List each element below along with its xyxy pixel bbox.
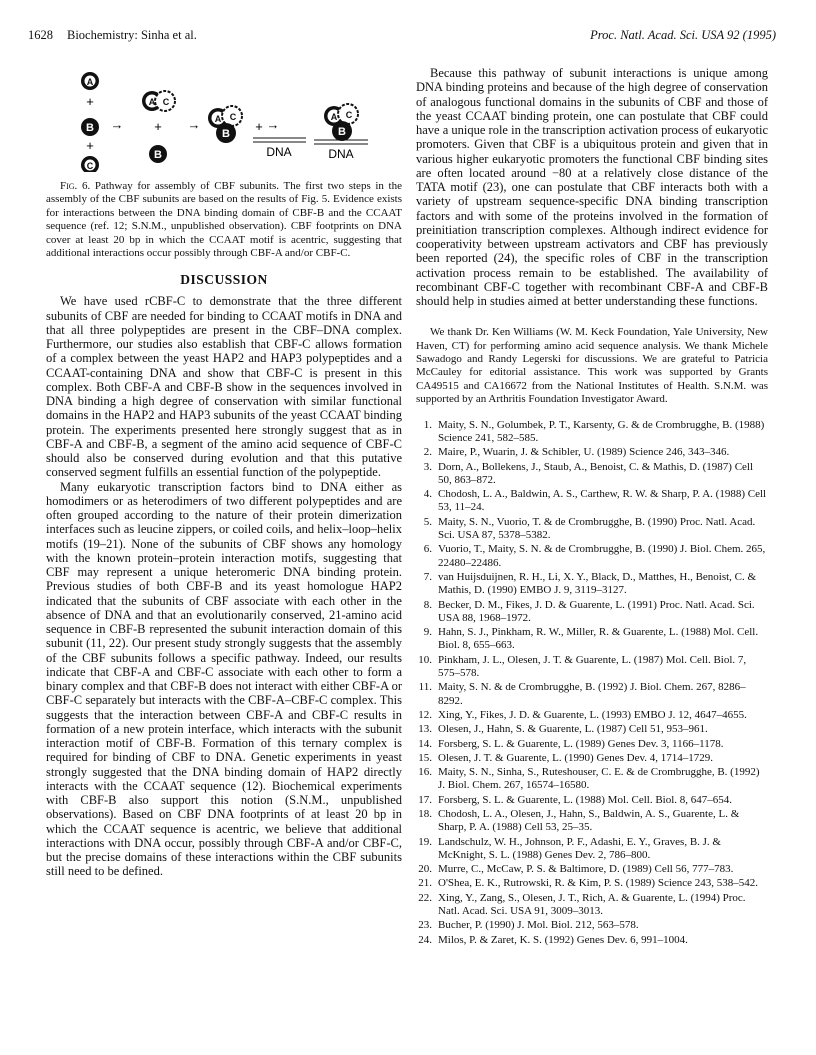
reference-item: 2. Maire, P., Wuarin, J. & Schibler, U. (1989) Science 246, 343–346. [423, 446, 730, 459]
reference-item: 14. Forsberg, S. L. & Guarente, L. (1989) Genes Dev. 3, 1166–1178. [418, 737, 724, 750]
reference-item: 22. Xing, Y., Zang, S., Olesen, J. T., Rich, A. & Guarente, L. (1994) Proc. Natl. Acad. Sci. USA 91, 3009–3013. [418, 891, 746, 918]
arrow-icon: → [187, 117, 201, 132]
discussion-paragraph-1: We have used rCBF-C to demonstrate that the three different subunits of CBF are needed for binding to CCAAT motifs in DNA and that all three polypeptides are present in the CBF–DNA complex. Furthermore, our studies also establish that CBF-C allows formation of a complex between the yeast HAP2 and HAP3 polypeptides and a CCAAT-containing DNA and show that CBF-C is present in this complex. Both CBF-A and CBF-B show in the sequences involved in DNA binding a high degree of conservation with similar functional domains in the HAP2 and HAP3 subunits of the yeast CCAAT binding protein. The experiments presented here strongly suggest that as in CBF-A and CBF-B, a segment of the amino acid sequence of CBF-C should also be conserved during evolution and that this putative conserved segment fulfills an essential function of the polypeptide. [46, 294, 402, 480]
label-b: B [222, 128, 230, 140]
plus-sign: + [255, 119, 263, 134]
plus-sign: + [86, 94, 94, 109]
subunit-b-step2 [149, 145, 167, 163]
journal-section: Biochemistry: Sinha et al. [67, 28, 197, 42]
label-a: A [214, 114, 222, 124]
reference-item: 1. Maity, S. N., Golumbek, P. T., Karsenty, G. & de Crombrugghe, B. (1988) Science 241, 582–585. [423, 418, 765, 444]
label-c: C [229, 112, 237, 122]
journal-reference: Proc. Natl. Acad. Sci. USA 92 (1995) [590, 28, 776, 42]
label-c: C [162, 97, 170, 107]
label-dna: DNA [328, 147, 354, 161]
label-c: C [86, 161, 94, 171]
subunit-b-free [81, 118, 99, 136]
figure-6 [46, 58, 402, 172]
label-b: B [86, 122, 94, 134]
reference-item: 19. Landschulz, W. H., Johnson, P. F., Adashi, E. Y., Graves, B. J. & McKnight, S. L. (1988) Genes Dev. 2, 786–800. [418, 835, 721, 861]
reference-item: 4. Chodosh, L. A., Baldwin, A. S., Carthew, R. W. & Sharp, P. A. (1988) Cell 53, 11–24. [423, 488, 767, 514]
reference-item: 21. O'Shea, E. K., Rutrowski, R. & Kim, P. S. (1989) Science 243, 538–542. [418, 877, 759, 890]
subunit-a-free [81, 72, 99, 90]
reference-item: 12. Xing, Y., Fikes, J. D. & Guarente, L. (1993) EMBO J. 12, 4647–4655. [418, 708, 747, 721]
figure-caption-text: Pathway for assembly of CBF subunits. The first two steps in the assembly of the CBF subunits are based on the results of Fig. 5. Evidence exists for interactions between the DNA binding domain of CBF-B and the CCAAT sequence (ref. 12; S.N.M., unpublished observation). CBF footprints on DNA cover at least 20 bp in which the CCAAT motif is acentric, suggesting that additional interactions occur possibly through CBF-A and/or CBF-C. [46, 180, 402, 260]
label-c: C [345, 110, 353, 120]
label-b: B [338, 126, 346, 138]
reference-item: 18. Chodosh, L. A., Olesen, J., Hahn, S., Baldwin, A. S., Guarente, L. & Sharp, P. A. (1988) Cell 53, 25–35. [418, 808, 740, 834]
running-header-left [28, 28, 197, 43]
reference-item: 9. Hahn, S. J., Pinkham, R. W., Miller, R. & Guarente, L. (1988) Mol. Cell. Biol. 8, 655–663. [423, 626, 759, 652]
subunit-c-free [81, 156, 99, 172]
dna-free [253, 138, 306, 159]
plus-sign: + [154, 119, 162, 134]
arrow-icon: → [266, 117, 280, 132]
discussion-paragraph-3: Because this pathway of subunit interactions is unique among DNA binding proteins and because of the high degree of conservation of analogous functional domains in the subunits of CBF and those of the yeast CCAAT binding protein, one can postulate that CBF could have a unique role in the transcription activation process of eukaryotic promoters. Given that CBF is a ubiquitous protein and given that in various higher eukaryotic promoters the functional CBF binding sites are often located around −80 at a relatively close distance of the TATA motif (23), one can postulate that CBF interacts both with a variety of upstream sequence-specific DNA binding transcription factors and with some of the proteins involved in the formation of preinitiation transcription complexes. Although indirect evidence for cooperativity between upstream activators and CBF has previously been reported (24), the specific roles of CBF in the transcription activation process remain to be established. The availability of recombinant CBF-C together with recombinant CBF-A and CBF-B should help in studies aimed at better understanding these functions. [416, 66, 768, 308]
ternary-complex [208, 106, 242, 143]
reference-list [416, 419, 768, 947]
left-column [46, 58, 402, 879]
reference-item: 8. Becker, D. M., Fikes, J. D. & Guarente, L. (1991) Proc. Natl. Acad. Sci. USA 88, 1968–1972. [423, 598, 755, 624]
reference-item: 16. Maity, S. N., Sinha, S., Ruteshouser, C. E. & de Crombrugghe, B. (1992) J. Biol. Chem. 267, 16574–16580. [418, 766, 760, 792]
figure-caption-lead: Fig. 6. [60, 180, 91, 192]
complex-a-c [142, 91, 175, 111]
discussion-paragraph-2: Many eukaryotic transcription factors bind to DNA either as homodimers or as heterodimers of two different polypeptides and are often grouped according to the nature of their protein dimerization interfaces such as leucine zippers, or coiled coils, and helix–loop–helix motifs (19–21). None of the subunits of CBF shows any homology with the known protein–protein interaction motifs, suggesting that CBF may represent a unique heteromeric DNA binding protein. Previous studies of both CBF-B and its yeast homologue HAP2 indicated that the subunits of CBF associate with each other in the absence of DNA and that an evolutionarily conserved, 21-amino acid sequence in CBF-B represented the subunit interaction domain of this subunit (11, 22). Our present study strongly suggests that the assembly of the CBF subunits follows a specific pathway. Indeed, our results indicate that CBF-A and CBF-C associate with each other to form a binary complex and that CBF-B does not interact with either CBF-A or CBF-C separately but interacts with the CBF-A–CBF-C complex. This suggests that the interaction between CBF-A and CBF-C results in formation of a new protein interface, which interacts with the subunit interaction motif of CBF-B. Formation of this ternary complex is required for binding of CBF to DNA. Genetic experiments in yeast strongly suggested that the DNA binding domain of HAP2 directly interacts with the CCAAT sequence (12). Biochemical experiments with CBF-B also support this notion (S.N.M., unpublished observations). Based on CBF DNA footprints of at least 20 bp in which the CCAAT sequence is acentric, we believe that additional interactions with DNA occur, possibly through CBF-A and/or CBF-C, but the precise domains of these interactions within the CBF subunits still need to be defined. [46, 479, 402, 879]
assembly-pathway-diagram [46, 58, 402, 172]
reference-item: 17. Forsberg, S. L. & Guarente, L. (1988) Mol. Cell. Biol. 8, 647–654. [418, 793, 733, 806]
reference-item: 24. Milos, P. & Zaret, K. S. (1992) Genes Dev. 6, 991–1004. [418, 933, 688, 946]
reference-item: 10. Pinkham, J. L., Olesen, J. T. & Guarente, L. (1987) Mol. Cell. Biol. 7, 575–578. [418, 653, 747, 680]
reference-item: 6. Vuorio, T., Maity, S. N. & de Crombrugghe, B. (1990) J. Biol. Chem. 265, 22480–22486. [423, 543, 766, 569]
label-a: A [148, 97, 156, 107]
reference-item: 3. Dorn, A., Bollekens, J., Staub, A., Benoist, C. & Mathis, D. (1987) Cell 50, 863–872. [423, 460, 754, 486]
label-b: B [154, 149, 162, 161]
reference-item: 5. Maity, S. N., Vuorio, T. & de Crombrugghe, B. (1990) Proc. Natl. Acad. Sci. USA 87, 5378–5382. [423, 515, 756, 542]
right-column [416, 66, 768, 948]
reference-item: 11. Maity, S. N. & de Crombrugghe, B. (1992) J. Biol. Chem. 267, 8286–8292. [418, 681, 746, 707]
page-number: 1628 [28, 28, 53, 42]
complex-bound-to-dna [314, 104, 368, 161]
acknowledgments: We thank Dr. Ken Williams (W. M. Keck Foundation, Yale University, New Haven, CT) for performing amino acid sequence analysis. We thank Michele Sawadogo and Randy Legerski for discussions. We are grateful to Patricia McCauley for editorial assistance. This work was supported by Grants CA49515 and CA16672 from the National Institutes of Health. S.N.M. was supported by an Arthritis Foundation Investigator Award. [416, 326, 768, 406]
reference-item: 20. Murre, C., McCaw, P. S. & Baltimore, D. (1989) Cell 56, 777–783. [418, 863, 734, 876]
reference-item: 13. Olesen, J., Hahn, S. & Guarente, L. (1987) Cell 51, 953–961. [418, 723, 708, 736]
label-a: A [330, 112, 338, 122]
plus-sign: + [86, 138, 94, 153]
label-a: A [86, 77, 94, 87]
reference-item: 15. Olesen, J. T. & Guarente, L. (1990) Genes Dev. 4, 1714–1729. [418, 751, 714, 764]
reference-item: 23. Bucher, P. (1990) J. Mol. Biol. 212, 563–578. [418, 919, 639, 932]
discussion-heading: DISCUSSION [180, 272, 268, 288]
label-dna: DNA [266, 145, 292, 159]
figure-caption [46, 180, 402, 260]
arrow-icon: → [110, 117, 124, 132]
reference-item: 7. van Huijsduijnen, R. H., Li, X. Y., Black, D., Matthes, H., Benoist, C. & Mathis, D. (1990) EMBO J. 9, 3119–3127. [423, 570, 757, 597]
